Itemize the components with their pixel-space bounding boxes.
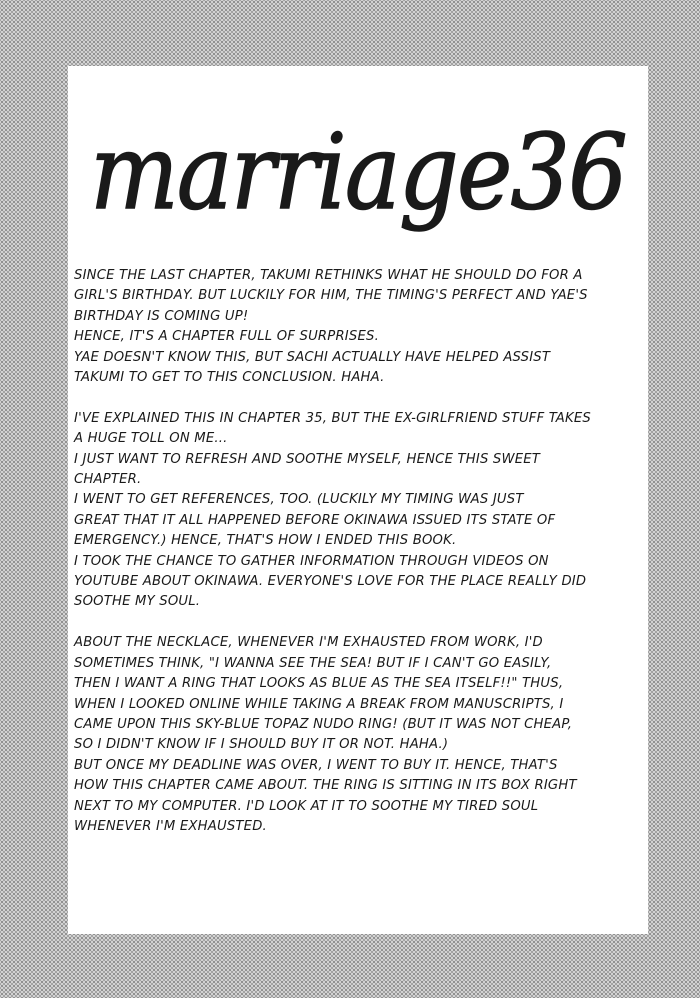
note-paragraph-3: [74, 633, 634, 837]
author-notes: [74, 266, 634, 837]
note-line: YAE DOESN'T KNOW THIS, BUT SACHI ACTUALLY HAVE HELPED ASSIST: [74, 349, 551, 365]
paragraph-gap: [74, 613, 634, 633]
note-line: WHEN I LOOKED ONLINE WHILE TAKING A BREAK FROM MANUSCRIPTS, I: [74, 696, 564, 712]
note-line: ABOUT THE NECKLACE, WHENEVER I'M EXHAUSTED FROM WORK, I'D: [74, 635, 543, 651]
note-line: GREAT THAT IT ALL HAPPENED BEFORE OKINAWA ISSUED ITS STATE OF: [74, 512, 556, 528]
note-line: EMERGENCY.) HENCE, THAT'S HOW I ENDED THIS BOOK.: [74, 533, 457, 549]
chapter-title: [84, 108, 632, 248]
note-line: SO I DIDN'T KNOW IF I SHOULD BUY IT OR NOT. HAHA.): [74, 737, 449, 753]
note-line: CAME UPON THIS SKY-BLUE TOPAZ NUDO RING! (BUT IT WAS NOT CHEAP,: [74, 716, 573, 732]
page-panel: [68, 66, 648, 934]
note-line: A HUGE TOLL ON ME...: [74, 431, 228, 447]
note-line: I TOOK THE CHANCE TO GATHER INFORMATION THROUGH VIDEOS ON: [74, 553, 549, 569]
note-line: BUT ONCE MY DEADLINE WAS OVER, I WENT TO BUY IT. HENCE, THAT'S: [74, 757, 558, 773]
note-line: NEXT TO MY COMPUTER. I'D LOOK AT IT TO SOOTHE MY TIRED SOUL: [74, 798, 539, 814]
note-paragraph-1: [74, 266, 634, 388]
chapter-title-text: marriage36: [90, 111, 626, 233]
note-line: I'VE EXPLAINED THIS IN CHAPTER 35, BUT THE EX-GIRLFRIEND STUFF TAKES: [74, 410, 591, 426]
note-line: GIRL'S BIRTHDAY. BUT LUCKILY FOR HIM, THE TIMING'S PERFECT AND YAE'S: [74, 288, 588, 304]
note-line: I WENT TO GET REFERENCES, TOO. (LUCKILY MY TIMING WAS JUST: [74, 492, 524, 508]
note-line: YOUTUBE ABOUT OKINAWA. EVERYONE'S LOVE FOR THE PLACE REALLY DID: [74, 574, 587, 590]
note-line: HOW THIS CHAPTER CAME ABOUT. THE RING IS SITTING IN ITS BOX RIGHT: [74, 778, 577, 794]
note-line: BIRTHDAY IS COMING UP!: [74, 308, 249, 324]
chapter-title-graphic: [84, 108, 632, 248]
note-line: SOOTHE MY SOUL.: [74, 594, 201, 610]
note-line: CHAPTER.: [74, 472, 142, 488]
note-line: THEN I WANT A RING THAT LOOKS AS BLUE AS THE SEA ITSELF!!" THUS,: [74, 676, 564, 692]
note-line: WHENEVER I'M EXHAUSTED.: [74, 818, 267, 834]
paragraph-gap: [74, 388, 634, 408]
note-paragraph-2: [74, 409, 634, 613]
note-line: SINCE THE LAST CHAPTER, TAKUMI RETHINKS WHAT HE SHOULD DO FOR A: [74, 268, 583, 283]
note-line: TAKUMI TO GET TO THIS CONCLUSION. HAHA.: [74, 370, 385, 386]
note-line: HENCE, IT'S A CHAPTER FULL OF SURPRISES.: [74, 329, 379, 345]
note-line: I JUST WANT TO REFRESH AND SOOTHE MYSELF, HENCE THIS SWEET: [74, 451, 541, 467]
note-line: SOMETIMES THINK, "I WANNA SEE THE SEA! BUT IF I CAN'T GO EASILY,: [74, 655, 552, 671]
